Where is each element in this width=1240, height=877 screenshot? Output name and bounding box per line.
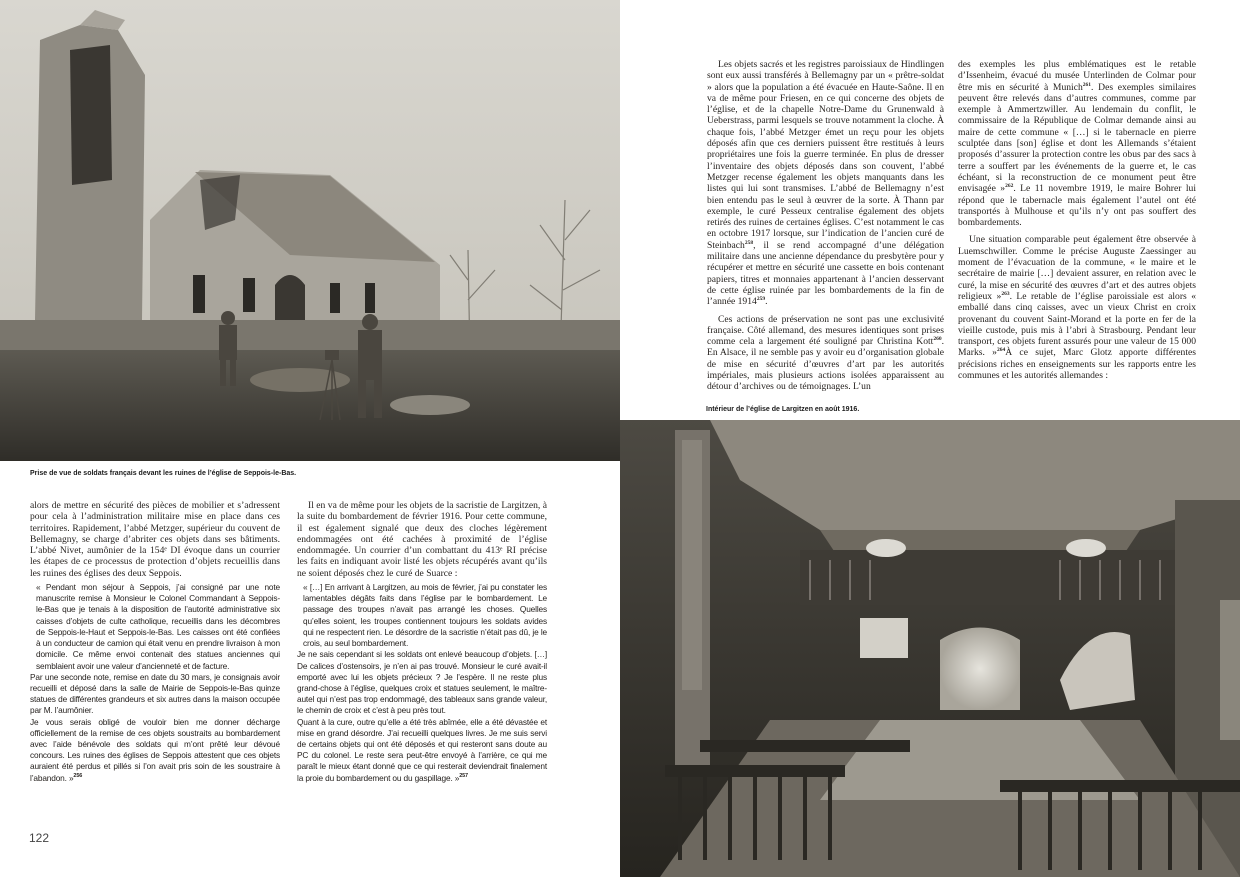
paragraph-text: . Des exemples similaires peuvent être relevés dans d’autres communes, comme par exemple à Ammertzwiller. Au lendemain du conflit, le commissaire de la République de Colmar demande ainsi au maire de cette commune « […] si le tabernacle en pierre sculptée dans [son] église et dont les Allemands s’étaient proposés d’assurer la protection contre les obus par des sacs à terre a souffert par les événements de la guerre et, le cas échéant, si la reconstruction de ce monument peut être envisagée »	[958, 81, 1197, 195]
quote-paragraph: « Pendant mon séjour à Seppois, j’ai consigné par une note manuscrite remise à Monsieur le Colonel Commandant à Seppois-le-Bas que je tenais à la disposition de l’autorité administrative six caisses d’objets de culte catholique, recueillis dans les décombres de Seppois-le-Haut et Seppois-le-Bas. Les caisses ont été confiées à un conducteur de camion qui était venu en prendre livraison à mon domicile. Ce même envoi contenait des statues anciennes qui semblaient avoir une valeur d’ancienneté et de facture.	[36, 582, 280, 671]
right-column-1	[707, 59, 944, 393]
caption-interior: Intérieur de l’église de Largitzen en août 1916.	[706, 406, 860, 413]
quote-413-ri	[297, 582, 547, 784]
paragraph-text: . En Alsace, il ne semble pas y avoir eu d’organisation globale de mise en sécurité d’œuvres d’art par les autorités impériales, mais plusieurs actions isolées apparaissent au détour d’archives ou de témoignages. L’un	[707, 336, 944, 393]
footnote-ref: 258	[744, 239, 754, 246]
footnote-ref: 262	[1005, 183, 1014, 190]
footnote-ref: 263	[1001, 290, 1010, 297]
quote-paragraph	[297, 717, 547, 784]
quote-text: Je vous serais obligé de vouloir bien me donner décharge officiellement de la remise de ces objets soustraits au bombardement avec l’aide bénévole des soldats qui m’ont prêté leur dévoué concours. Les ruines des églises de Seppois attestent que ces objets auraient été perdus et pillés si l’on avait pris soin de les soustraire à l’abandon. »	[30, 716, 280, 783]
paragraph-text: . Le retable de l’église paroissiale est alors « emballé dans cinq caisses, avec un vieux Christ en croix provenant du couvent Saint-Morand et la porte en fer de la vieille custode, puis mis à l’abri à Strasbourg. Pendant leur transport, ces objets furent assurés pour une valeur de 15 000 Marks. »	[958, 290, 1196, 359]
quote-paragraph: Je ne sais cependant si les soldats ont enlevé beaucoup d’objets. […] De calices d’ostensoirs, je n’en ai pas trouvé. Monsieur le curé avait-il emporté avec lui les objets précieux ? Je l’espère. Il ne reste plus grand-chose à l’église, quelques croix et statues seulement, le maître-autel qui n’est pas trop endommagé, des tableaux sans grande valeur, le chemin de croix et c’est à peu près tout.	[297, 649, 547, 716]
footnote-ref: 259	[756, 296, 766, 303]
left-column-2	[297, 500, 547, 784]
church-ruins-image	[0, 0, 620, 461]
quote-text: Quant à la cure, outre qu’elle a été très abîmée, elle a été dévastée et mise en grand désordre. J’ai recueilli quelques livres. Je me suis servi de certains objets qui ont été déposés et qui resteront sans doute au PC du colonel. Le reste sera peut-être envoyé à l’arrière, ce qui me paraît le mieux étant donné que ce qui resterait deviendrait finalement la proie du bombardement ou du gaspillage. »	[297, 716, 547, 783]
photo-church-interior	[620, 420, 1240, 877]
paragraph	[707, 314, 944, 393]
paragraph-text: . Le 11 novembre 1919, le maire Bohrer lui répond que le tabernacle mais également l’autel ont été transportés à Mulhouse et qu’ils n’y ont pas souffert des bombardements.	[958, 183, 1196, 229]
page-number: 122	[29, 831, 50, 845]
right-column-2	[958, 59, 1196, 381]
quote-nivet	[30, 582, 280, 784]
footnote-ref: 261	[1082, 81, 1092, 88]
paragraph: alors de mettre en sécurité des pièces de mobilier et s’adressent pour cela à l’administration militaire mise en place dans ces territoires. Rapidement, l’abbé Metzger, supérieur du couvent de Bellemagny, se charge d’abriter ces objets dans ses bâtiments. L’abbé Nivet, aumônier de la 154ᵉ DI évoque dans un courrier les étapes de ce processus de protection d’objets recueillis dans les ruines des églises des deux Seppois.	[30, 500, 280, 579]
quote-paragraph: « […] En arrivant à Largitzen, au mois de février, j’ai pu constater les lamentables dégâts faits dans l’église par le bombardement. Le passage des troupes n’avait pas arrangé les choses. Quelles qu’elles soient, les troupes contiennent toujours les soldats avides qui ne respectent rien. Le désordre de la sacristie n’était pas dû, je le crois, au seul bombardement.	[303, 582, 547, 649]
footnote-ref: 256	[73, 772, 83, 779]
paragraph: Les objets sacrés et les registres paroissiaux de Hindlingen sont eux aussi transférés à Bellemagny par un « prêtre-soldat » alors que la population a été évacuée en Haute-Saône. Il en va de même pour Friesen, en ce qui concerne des objets de l’église, et de la chapelle Notre-Dame du Grunenwald à Ueberstrass, parmi lesquels se trouve notamment la cloche. À chaque fois, l’abbé Metzger émet un reçu pour les objets déposés afin que ces derniers puissent être restitués à leurs propriétaires une fois la guerre terminée. En plus de dresser l’inventaire des objets déposés dans son couvent, l’abbé Metzger recense également les objets manquants dans les listes qui lui sont transmises. L’abbé de Bellemagny n’est bien entendu pas le seul à œuvrer de la sorte. À Thann par exemple, le curé Pesseux centralise également des objets retirés des ruines de certaines églises. C’est notamment le cas en octobre 1917 lorsque, sur l’indication de l’ancien curé de Steinbach$^{258}$, il se rend accompagné d’une délégation militaire dans une ancienne dépendance du presbytère pour y récupérer et mettre en sécurité une cassette en bois contenant papiers, titres et monnaies appartenant à l’ancien desservant de cette église ruinée par les bombardements de la fin de l’année 1914$^{259}$.	[707, 59, 944, 308]
quote-paragraph	[30, 717, 280, 784]
paragraph	[958, 234, 1196, 381]
footnote-ref: 260	[933, 335, 942, 342]
paragraph: Il en va de même pour les objets de la sacristie de Largitzen, à la suite du bombardement de février 1916. Pour cette commune, il est également signalé que deux des cloches légèrement endommagées ont été cachées à proximité de l’église endommagée. Un courrier d’un combattant du 413ᵉ RI précise les faits en indiquant avoir listé les objets récupérés avant qu’ils ne soient déposés chez le curé de Suarce :	[297, 500, 547, 579]
paragraph	[958, 59, 1196, 228]
paragraph-text: Une situation comparable peut également être observée à Luemschwiller. Comme le précise Auguste Zaessinger au moment de l’évacuation de la commune, « le maire et le secrétaire de mairie […] devaient assurer, en relation avec le curé, la mise en sécurité des œuvres d’art et des autres objets religieux »	[958, 234, 1196, 302]
quote-paragraph: Par une seconde note, remise en date du 30 mars, je consignais avoir recueilli et déposé dans la salle de Mairie de Seppois-le-Bas quinze statues de différentes grandeurs et six autres dans la maison occupée par M. l’aumônier.	[30, 671, 280, 716]
paragraph-text: À ce sujet, Marc Glotz apporte différentes précisions riches en enseignements sur les rapports entre les communes et les autorités allemandes :	[958, 347, 1196, 382]
church-interior-image	[620, 420, 1240, 877]
left-column-1	[30, 500, 280, 784]
paragraph-text: Les objets sacrés et les registres paroissiaux de Hindlingen sont eux aussi transférés à Bellemagny par un « prêtre-soldat » alors que la population a été évacuée en Haute-Saône. Il en va de même pour Friesen, en ce qui concerne des objets de l’église, et de la chapelle Notre-Dame du Grunenwald à Ueberstrass, parmi lesquels se trouve notamment la cloche. À chaque fois, l’abbé Metzger émet un reçu pour les objets déposés afin que ces derniers puissent être restitués à leurs propriétaires une fois la guerre terminée. En plus de dresser l’inventaire des objets déposés dans son couvent, l’abbé Metzger recense également les objets manquants dans les listes qui lui sont transmises. L’abbé de Bellemagny n’est bien entendu pas le seul à œuvrer de la sorte. À Thann par exemple, le curé Pesseux centralise également des objets retirés des ruines de certaines églises. C’est notamment le cas en octobre 1917 lorsque, sur l’indication de l’ancien curé de Steinbach	[707, 59, 944, 251]
footnote-ref: 264	[996, 347, 1006, 354]
paragraph-text: des exemples les plus emblématiques est le retable d’Issenheim, évacué du musée Unterlinden de Colmar pour être mis en sécurité à Munich	[958, 59, 1196, 93]
paragraph-text: , il se rend accompagné d’une délégation militaire dans une ancienne dépendance du presbytère pour y récupérer et mettre en sécurité une cassette en bois contenant papiers, titres et monnaies appartenant à l’ancien desservant de cette église ruinée par les bombardements de la fin de l’année 1914	[707, 239, 944, 308]
footnote-ref: 257	[459, 772, 468, 779]
paragraph-text: Ces actions de préservation ne sont pas une exclusivité française. Côté allemand, des mesures identiques sont prises comme cela a largement été souligné par Christina Kott	[707, 313, 944, 348]
caption-church-ruins: Prise de vue de soldats français devant les ruines de l’église de Seppois-le-Bas.	[30, 470, 297, 477]
photo-church-ruins	[0, 0, 620, 461]
